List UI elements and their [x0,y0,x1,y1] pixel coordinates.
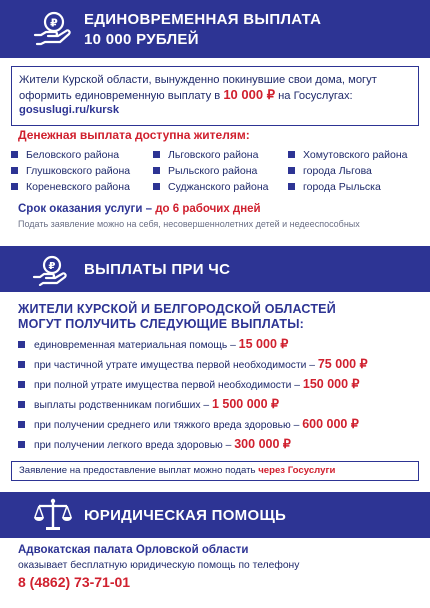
districts-heading: Денежная выплата доступна жителям: [18,128,250,142]
list-item: при получении легкого вреда здоровью – 300 000 ₽ [18,436,418,451]
bullet-square-icon [18,361,25,368]
gosuslugi-link[interactable]: gosuslugi.ru/kursk [19,104,120,116]
payments-heading: ЖИТЕЛИ КУРСКОЙ И БЕЛГОРОДСКОЙ ОБЛАСТЕЙ МОГУТ ПОЛУЧИТЬ СЛЕДУЮЩИЕ ВЫПЛАТЫ: [18,302,336,331]
bullet-square-icon [153,183,160,190]
bullet-square-icon [11,167,18,174]
service-deadline: Срок оказания услуги – до 6 рабочих дней [18,203,261,215]
section-title: ЕДИНОВРЕМЕННАЯ ВЫПЛАТА [84,11,322,28]
list-item: Хомутовского района [288,149,407,161]
list-item: при частичной утрате имущества первой необходимости – 75 000 ₽ [18,356,418,371]
organization-description: оказывает бесплатную юридическую помощь по телефону [18,560,300,571]
payment-amount: 150 000 ₽ [302,377,360,391]
scales-of-justice-icon [34,497,72,538]
list-item: при полной утрате имущества первой необходимости – 150 000 ₽ [18,376,418,391]
bullet-square-icon [288,151,295,158]
list-item: при получении среднего или тяжкого вреда здоровью – 600 000 ₽ [18,416,418,431]
bullet-square-icon [288,167,295,174]
list-item: Кореневского района [11,181,130,193]
list-item: города Льгова [288,165,372,177]
header-band-emergency [0,246,430,292]
bullet-square-icon [153,167,160,174]
bullet-square-icon [18,441,25,448]
bullet-square-icon [11,151,18,158]
bullet-square-icon [18,401,25,408]
bullet-square-icon [18,381,25,388]
section-title: ЮРИДИЧЕСКАЯ ПОМОЩЬ [84,507,287,524]
svg-text:₽: ₽ [50,16,58,30]
hand-ruble-coin-icon [32,8,72,53]
payment-amount: 75 000 ₽ [317,357,368,371]
list-item: Суджанского района [153,181,268,193]
header-band-lump-sum [0,0,430,58]
application-box: Заявление на предоставление выплат можно подать через Госуслуги [11,461,419,481]
info-box [11,66,419,126]
bullet-square-icon [288,183,295,190]
list-item: Беловского района [11,149,119,161]
section-subtitle: 10 000 РУБЛЕЙ [84,31,199,48]
application-note: Подать заявление можно на себя, несовершеннолетних детей и недееспособных [18,219,360,229]
phone-number[interactable]: 8 (4862) 73-71-01 [18,574,131,590]
bullet-square-icon [153,151,160,158]
bullet-square-icon [11,183,18,190]
payment-amount: 1 500 000 ₽ [211,397,279,411]
bullet-square-icon [18,341,25,348]
svg-text:₽: ₽ [48,261,56,272]
list-item: выплаты родственникам погибших – 1 500 000 ₽ [18,396,418,411]
header-band-legal [0,492,430,538]
bullet-square-icon [18,421,25,428]
payment-amount: 600 000 ₽ [302,417,359,431]
list-item: Рыльского района [153,165,257,177]
section-title: ВЫПЛАТЫ ПРИ ЧС [84,261,231,278]
list-item: Глушковского района [11,165,130,177]
payment-amount: 15 000 ₽ [238,337,289,351]
payment-amount: 10 000 ₽ [223,86,275,102]
payment-amount: 300 000 ₽ [234,437,291,451]
list-item: единовременная материальная помощь – 15 000 ₽ [18,336,418,351]
gosuslugi-link[interactable]: через Госуслуги [258,465,336,476]
list-item: Льговского района [153,149,258,161]
organization-name: Адвокатская палата Орловской области [18,544,249,556]
list-item: города Рыльска [288,181,381,193]
info-text: Жители Курской области, вынужденно покинувшие свои дома, могут оформить единовременную выплату в 10 000 ₽ на Госуслугах: gosuslugi.ru/kursk [19,74,377,116]
hand-ruble-coin-icon [32,254,72,291]
